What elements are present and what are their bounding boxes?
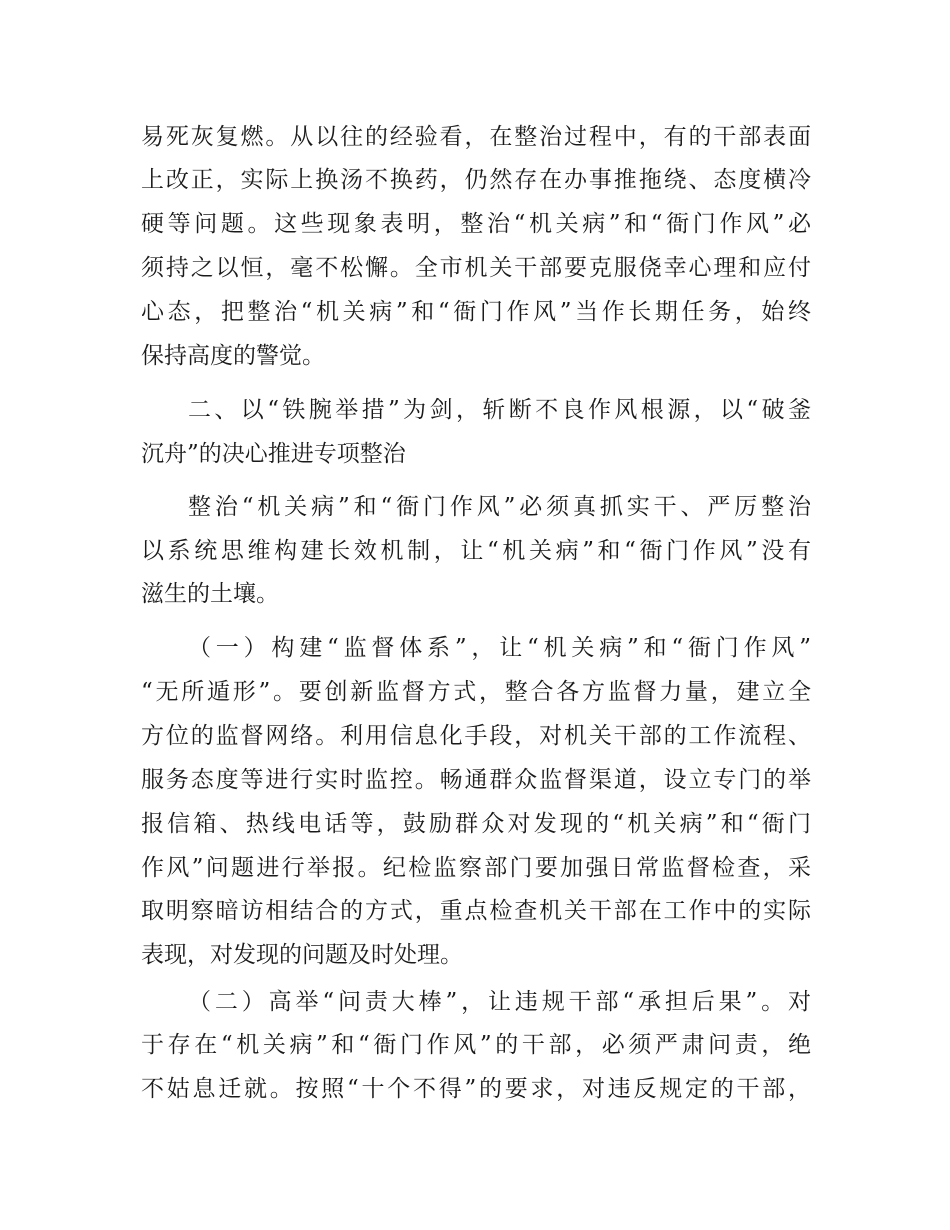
subsection-line: （二）高举“问责大棒”，让违规干部“承担后果”。对 bbox=[188, 989, 811, 1015]
text-line: 表现，对发现的问题及时处理。 bbox=[141, 942, 463, 968]
subsection-line: （一）构建“监督体系”，让“机关病”和“衙门作风” bbox=[188, 635, 811, 661]
text-line: 易死灰复燃。从以往的经验看，在整治过程中，有的干部表面 bbox=[141, 124, 811, 150]
text-line: 硬等问题。这些现象表明，整治“机关病”和“衙门作风”必 bbox=[141, 211, 811, 237]
text-line: 保持高度的警觉。 bbox=[141, 343, 325, 369]
text-line: 于存在“机关病”和“衙门作风”的干部，必须严肃问责，绝 bbox=[141, 1032, 811, 1058]
text-line: 服务态度等进行实时监控。畅通群众监督渠道，设立专门的举 bbox=[141, 767, 811, 793]
text-line: 以系统思维构建长效机制，让“机关病”和“衙门作风”没有 bbox=[141, 538, 811, 564]
text-line: 心态，把整治“机关病”和“衙门作风”当作长期任务，始终 bbox=[141, 299, 811, 325]
text-line: 取明察暗访相结合的方式，重点检查机关干部在工作中的实际 bbox=[141, 898, 811, 924]
text-line: 滋生的土壤。 bbox=[141, 581, 279, 607]
text-line: 报信箱、热线电话等，鼓励群众对发现的“机关病”和“衙门 bbox=[141, 811, 811, 837]
text-line: 方位的监督网络。利用信息化手段，对机关干部的工作流程、 bbox=[141, 723, 811, 749]
text-line: 作风”问题进行举报。纪检监察部门要加强日常监督检查，采 bbox=[141, 855, 811, 881]
section-heading-line: 二、以“铁腕举措”为剑，斩断不良作风根源，以“破釜 bbox=[188, 397, 811, 423]
text-line: “无所遁形”。要创新监督方式，整合各方监督力量，建立全 bbox=[141, 679, 811, 705]
text-line: 整治“机关病”和“衙门作风”必须真抓实干、严厉整治 bbox=[188, 494, 811, 520]
text-line: 须持之以恒，毫不松懈。全市机关干部要克服侥幸心理和应付 bbox=[141, 255, 811, 281]
text-line: 上改正，实际上换汤不换药，仍然存在办事推拖绕、态度横冷 bbox=[141, 167, 811, 193]
text-line: 不姑息迁就。按照“十个不得”的要求，对违反规定的干部， bbox=[141, 1076, 811, 1102]
section-heading-line: 沉舟”的决心推进专项整治 bbox=[141, 441, 406, 467]
